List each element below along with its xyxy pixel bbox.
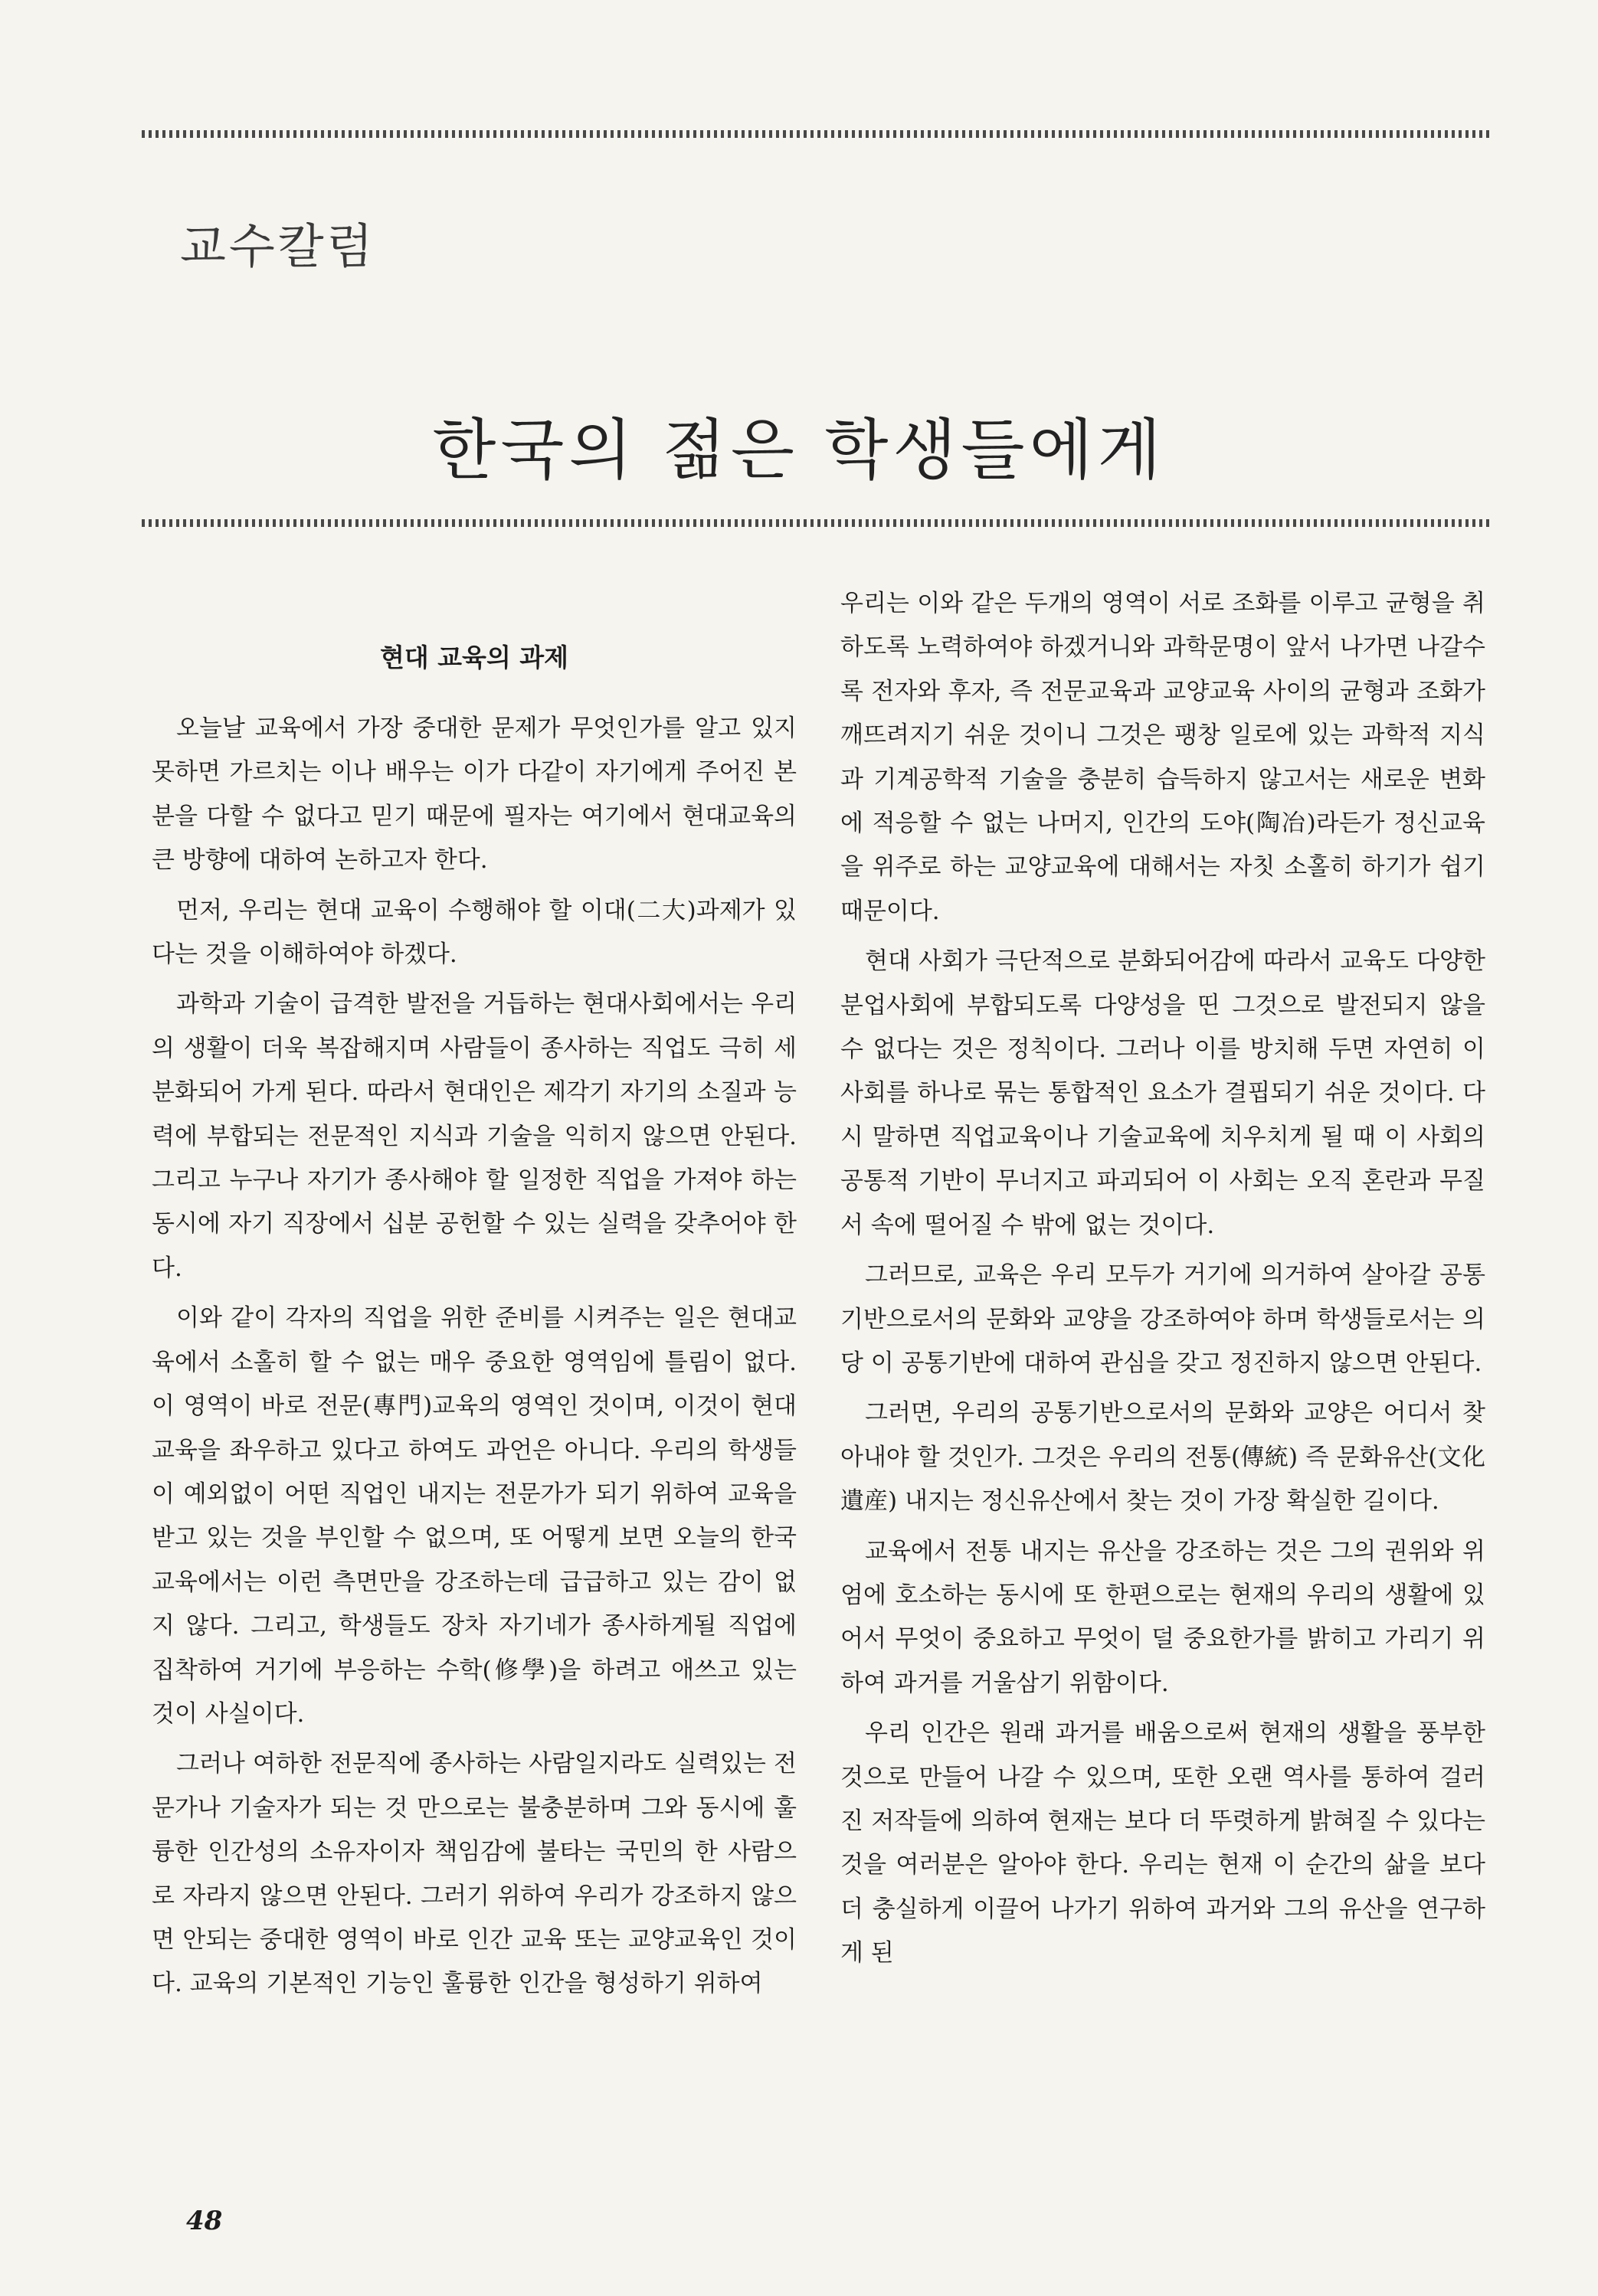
paragraph: 우리는 이와 같은 두개의 영역이 서로 조화를 이루고 균형을 취하도록 노력하여야 하겠거니와 과학문명이 앞서 나가면 나갈수록 전자와 후자, 즉 전문교육과 교양교육 사이의 균형과 조화가 깨뜨려지기 쉬운 것이니 그것은 팽창 일로에 있는 과학적 지식과 기계공학적 기술을 충분히 습득하지 않고서는 새로운 변화에 적응할 수 없는 나머지, 인간의 도야(陶冶)라든가 정신교육을 위주로 하는 교양교육에 대해서는 자칫 소홀히 하기가 쉽기 때문이다.	[840, 590, 1485, 925]
top-dotted-rule	[142, 130, 1490, 138]
paragraph: 과학과 기술이 급격한 발전을 거듭하는 현대사회에서는 우리의 생활이 더욱 복잡해지며 사람들이 종사하는 직업도 극히 세분화되어 가게 된다. 따라서 현대인은 제각기 자기의 소질과 능력에 부합되는 전문적인 지식과 기술을 익히지 않으면 안된다. 그리고 누구나 자기가 종사해야 할 일정한 직업을 가져야 하는 동시에 자기 직장에서 십분 공헌할 수 있는 실력을 갖추어야 한다.	[152, 990, 797, 1282]
paragraph: 오늘날 교육에서 가장 중대한 문제가 무엇인가를 알고 있지 못하면 가르치는 이나 배우는 이가 다같이 자기에게 주어진 본분을 다할 수 없다고 믿기 때문에 필자는 여기에서 현대교육의 큰 방향에 대하여 논하고자 한다.	[152, 715, 797, 875]
paragraph: 먼저, 우리는 현대 교육이 수행해야 할 이대(二大)과제가 있다는 것을 이해하여야 하겠다.	[152, 896, 797, 969]
paragraph: 그러므로, 교육은 우리 모두가 거기에 의거하여 살아갈 공통기반으로서의 문화와 교양을 강조하여야 하며 학생들로서는 의당 이 공통기반에 대하여 관심을 갖고 정진하지 않으면 안된다.	[840, 1261, 1485, 1377]
subheading: 현대 교육의 과제	[379, 643, 569, 672]
article-title: 한국의 젊은 학생들에게	[432, 412, 1166, 489]
paragraph: 우리 인간은 원래 과거를 배움으로써 현재의 생활을 풍부한 것으로 만들어 나갈 수 있으며, 또한 오랜 역사를 통하여 걸러진 저작들에 의하여 현재는 보다 더 뚜렷하게 밝혀질 수 있다는 것을 여러분은 알아야 한다. 우리는 현재 이 순간의 삶을 보다 더 충실하게 이끌어 나가기 위하여 과거와 그의 유산을 연구하게 된	[840, 1719, 1485, 1967]
title-dotted-rule	[142, 519, 1490, 527]
right-column	[840, 582, 1485, 1982]
paragraph: 현대 사회가 극단적으로 분화되어감에 따라서 교육도 다양한 분업사회에 부합되도록 다양성을 띤 그것으로 발전되지 않을 수 없다는 것은 정칙이다. 그러나 이를 방치해 두면 자연히 이 사회를 하나로 묶는 통합적인 요소가 결핍되기 쉬운 것이다. 다시 말하면 직업교육이나 기술교육에 치우치게 될 때 이 사회의 공통적 기반이 무너지고 파괴되어 이 사회는 오직 혼란과 무질서 속에 떨어질 수 밖에 없는 것이다.	[840, 947, 1485, 1239]
left-column	[152, 582, 797, 2013]
section-label: 교수칼럼	[180, 218, 376, 274]
page-number: 48	[186, 2206, 223, 2236]
paragraph: 이와 같이 각자의 직업을 위한 준비를 시켜주는 일은 현대교육에서 소홀히 할 수 없는 매우 중요한 영역임에 틀림이 없다. 이 영역이 바로 전문(專門)교육의 영역인 것이며, 이것이 현대교육을 좌우하고 있다고 하여도 과언은 아니다. 우리의 학생들이 예외없이 어떤 직업인 내지는 전문가가 되기 위하여 교육을 받고 있는 것을 부인할 수 없으며, 또 어떻게 보면 오늘의 한국교육에서는 이런 측면만을 강조하는데 급급하고 있는 감이 없지 않다. 그리고, 학생들도 장차 자기네가 종사하게될 직업에 집착하여 거기에 부응하는 수학(修學)을 하려고 애쓰고 있는 것이 사실이다.	[152, 1304, 797, 1728]
paragraph: 그러나 여하한 전문직에 종사하는 사람일지라도 실력있는 전문가나 기술자가 되는 것 만으로는 불충분하며 그와 동시에 훌륭한 인간성의 소유자이자 책임감에 불타는 국민의 한 사람으로 자라지 않으면 안된다. 그러기 위하여 우리가 강조하지 않으면 안되는 중대한 영역이 바로 인간 교육 또는 교양교육인 것이다. 교육의 기본적인 기능인 훌륭한 인간을 형성하기 위하여	[152, 1750, 797, 1998]
paragraph: 그러면, 우리의 공통기반으로서의 문화와 교양은 어디서 찾아내야 할 것인가. 그것은 우리의 전통(傳統) 즉 문화유산(文化遺産) 내지는 정신유산에서 찾는 것이 가장 확실한 길이다.	[840, 1399, 1485, 1516]
paragraph: 교육에서 전통 내지는 유산을 강조하는 것은 그의 권위와 위엄에 호소하는 동시에 또 한편으로는 현재의 우리의 생활에 있어서 무엇이 중요하고 무엇이 덜 중요한가를 밝히고 가리기 위하여 과거를 거울삼기 위함이다.	[840, 1537, 1485, 1697]
